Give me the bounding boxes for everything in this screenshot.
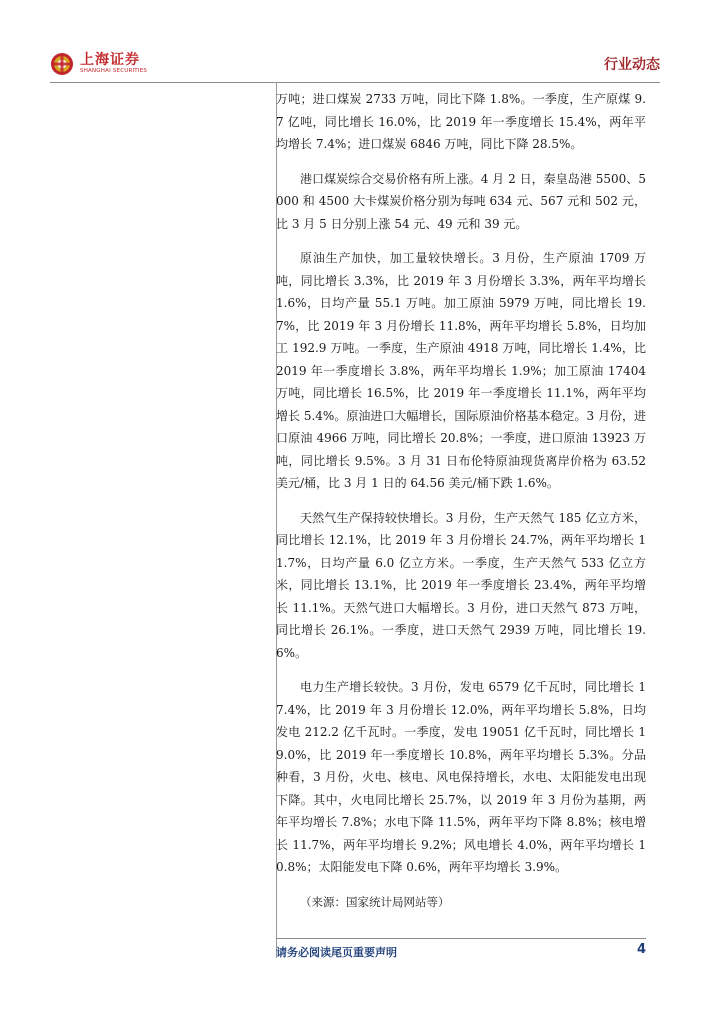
logo-english-name: SHANGHAI SECURITIES [80, 68, 148, 74]
paragraph-natural-gas: 天然气生产保持较快增长。3 月份，生产天然气 185 亿立方米，同比增长 12.1%，比 2019 年 3 月份增长 24.7%，两年平均增长 11.7%，日均产量 6.0 亿立方米。一季度，生产天然气 533 亿立方米，同比增长 13.1%，比 2019 年一季度增长 23.4%，两年平均增长 11.1%。天然气进口大幅增长。3 月份，进口天然气 873 万吨，同比增长 26.1%。一季度，进口天然气 2939 万吨，同比增长 19.6%。 [276, 510, 646, 660]
logo-emblem-icon [50, 52, 74, 76]
article-body [276, 88, 646, 913]
page-number: 4 [636, 942, 646, 957]
section-title: 行业动态 [604, 57, 660, 73]
footer-divider [276, 938, 646, 939]
paragraph-crude-oil: 原油生产加快，加工量较快增长。3 月份，生产原油 1709 万吨，同比增长 3.3%，比 2019 年 3 月份增长 3.3%，两年平均增长 1.6%，日均产量 55.1 万吨。加工原油 5979 万吨，同比增长 19.7%，比 2019 年 3 月份增长 11.8%，两年平均增长 5.8%，日均加工 192.9 万吨。一季度，生产原油 4918 万吨，同比增长 1.4%，比 2019 年一季度增长 3.8%，两年平均增长 1.9%；加工原油 17404 万吨，同比增长 16.5%，比 2019 年一季度增长 11.1%，两年平均增长 5.4%。原油进口大幅增长，国际原油价格基本稳定。3 月份，进口原油 4966 万吨，同比增长 20.8%；一季度，进口原油 13923 万吨，同比增长 9.5%。3 月 31 日布伦特原油现货离岸价格为 63.52 美元/桶，比 3 月 1 日的 64.56 美元/桶下跌 1.6%。 [276, 251, 646, 490]
source-note: （来源：国家统计局网站等） [300, 894, 450, 909]
footer-disclaimer: 请务必阅读尾页重要声明 [276, 946, 397, 959]
page-header [50, 48, 660, 82]
company-logo [50, 52, 147, 76]
logo-chinese-name: 上海证券 [80, 52, 140, 68]
paragraph-electricity: 电力生产增长较快。3 月份，发电 6579 亿千瓦时，同比增长 17.4%，比 2019 年 3 月份增长 12.0%，两年平均增长 5.8%，日均发电 212.2 亿千瓦时。一季度，发电 19051 亿千瓦时，同比增长 19.0%，比 2019 年一季度增长 10.8%，两年平均增长 5.3%。分品种看，3 月份，火电、核电、风电保持增长，水电、太阳能发电出现下降。其中，火电同比增长 25.7%，以 2019 年 3 月份为基期，两年平均增长 7.8%；水电下降 11.5%，两年平均下降 8.8%；核电增长 11.7%，两年平均增长 9.2%；风电增长 4.0%，两年平均增长 10.8%；太阳能发电下降 0.6%，两年平均增长 3.9%。 [276, 680, 646, 874]
header-divider [50, 82, 660, 83]
paragraph-coal-price: 港口煤炭综合交易价格有所上涨。4 月 2 日，秦皇岛港 5500、5000 和 4500 大卡煤炭价格分别为每吨 634 元、567 元和 502 元，比 3 月 5 日分别上涨 54 元、49 元和 39 元。 [276, 171, 646, 231]
paragraph-coal-output: 万吨；进口煤炭 2733 万吨，同比下降 1.8%。一季度，生产原煤 9.7 亿吨，同比增长 16.0%，比 2019 年一季度增长 15.4%，两年平均增长 7.4%；进口煤炭 6846 万吨，同比下降 28.5%。 [276, 92, 646, 151]
